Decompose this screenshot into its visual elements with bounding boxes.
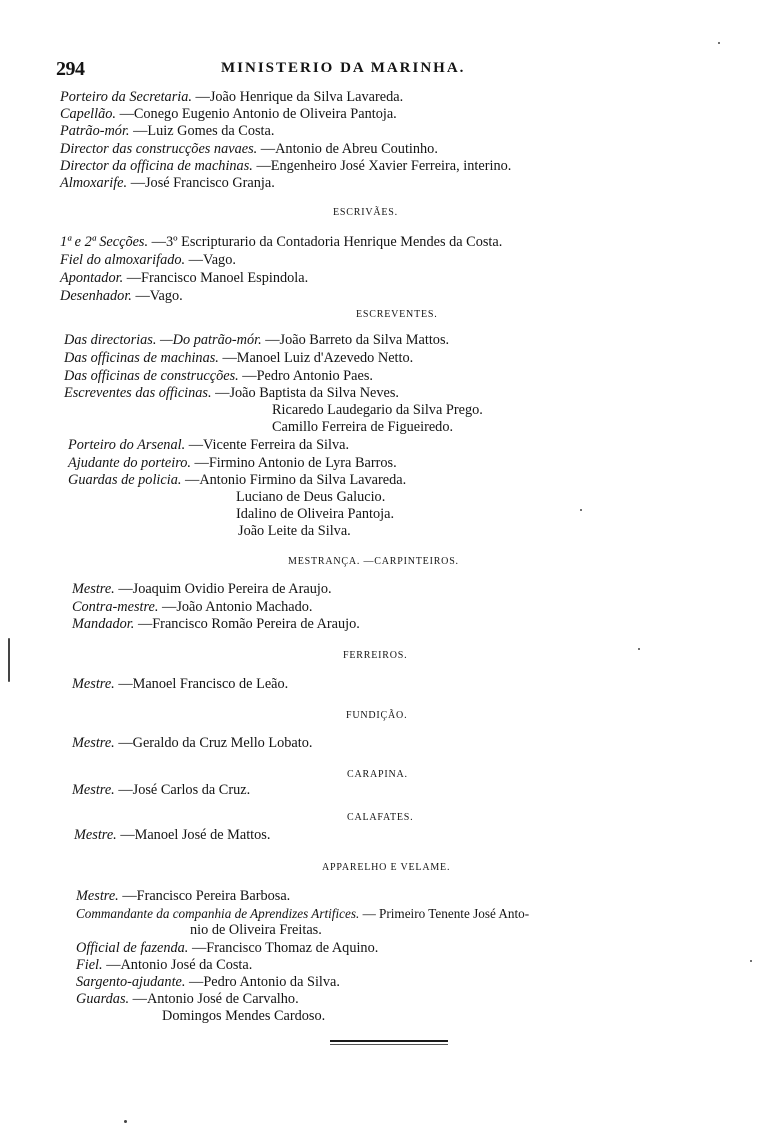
entry-line <box>60 175 275 192</box>
entry-line <box>72 676 288 693</box>
entry-line <box>60 252 236 269</box>
entry-name: —João Baptista da Silva Neves. <box>215 385 399 401</box>
page-header <box>56 58 526 80</box>
entry-line <box>60 288 183 305</box>
entry-line <box>238 523 351 540</box>
entry-line <box>76 991 299 1008</box>
entry-line <box>60 270 308 287</box>
scan-speck <box>580 509 582 511</box>
entry-line <box>76 974 340 991</box>
entry-line <box>76 905 529 922</box>
entry-role: Patrão-mór. <box>60 123 130 139</box>
entry-name: —Francisco Manoel Espindola. <box>126 270 309 286</box>
entry-line <box>72 616 360 633</box>
entry-line <box>60 141 438 158</box>
entry-name: Luciano de Deus Galucio. <box>236 489 386 505</box>
entry-name: —Joaquim Ovidio Pereira de Araujo. <box>118 581 332 597</box>
section-heading: CARAPINA. <box>347 769 408 780</box>
section-heading: FERREIROS. <box>343 650 408 661</box>
entry-line <box>60 158 511 175</box>
entry-name: — Primeiro Tenente José Anto- <box>362 906 530 921</box>
entry-line <box>72 581 332 598</box>
entry-line <box>64 350 413 367</box>
entry-role: Das officinas de construcções. <box>64 368 239 384</box>
entry-name: —Antonio de Abreu Coutinho. <box>260 141 438 157</box>
entry-role: Director das construcções navaes. <box>60 141 258 157</box>
closing-rule <box>330 1040 448 1042</box>
entry-line <box>72 735 312 752</box>
scan-speck <box>124 1120 127 1123</box>
entry-line <box>60 234 502 251</box>
entry-name: —Francisco Romão Pereira de Araujo. <box>137 616 360 632</box>
entry-name: nio de Oliveira Freitas. <box>190 922 322 938</box>
margin-mark <box>8 638 10 682</box>
entry-role: Mestre. <box>72 676 115 692</box>
entry-role: Mestre. <box>72 782 115 798</box>
entry-line <box>272 419 453 436</box>
entry-role: Apontador. <box>60 270 124 286</box>
section-heading: CALAFATES. <box>347 812 414 823</box>
entry-role: Mestre. <box>72 581 115 597</box>
entry-name: Ricaredo Laudegario da Silva Prego. <box>272 402 483 418</box>
entry-line <box>64 368 373 385</box>
entry-line <box>60 123 274 140</box>
entry-role: Commandante da companhia de Aprendizes Artifices. <box>76 906 360 921</box>
entry-name: —João Henrique da Silva Lavareda. <box>195 89 404 105</box>
entry-name: —Francisco Pereira Barbosa. <box>122 888 291 904</box>
section-heading: ESCREVENTES. <box>356 309 438 320</box>
entry-role: Porteiro da Secretaria. <box>60 89 192 105</box>
entry-name: João Leite da Silva. <box>238 523 351 539</box>
entry-role: Mestre. <box>72 735 115 751</box>
entry-line <box>64 385 399 402</box>
entry-role: Almoxarife. <box>60 175 128 191</box>
entry-name: Domingos Mendes Cardoso. <box>162 1008 326 1024</box>
scan-speck <box>638 648 640 650</box>
section-heading: ESCRIVÃES. <box>333 207 398 218</box>
entry-role: 1ª e 2ª Secções. <box>60 234 149 250</box>
entry-role: Das officinas de machinas. <box>64 350 219 366</box>
entry-line <box>72 782 250 799</box>
entry-line <box>68 437 349 454</box>
entry-name: —Antonio José da Costa. <box>106 957 253 973</box>
entry-name: —Pedro Antonio da Silva. <box>189 974 340 990</box>
entry-name: —3º Escripturario da Contadoria Henrique Mendes da Costa. <box>151 234 503 250</box>
entry-line <box>74 827 270 844</box>
entry-role: Escreventes das officinas. <box>64 385 212 401</box>
scan-speck <box>750 960 752 962</box>
entry-name: —Vicente Ferreira da Silva. <box>188 437 350 453</box>
entry-line <box>76 888 290 905</box>
entry-name: —Manoel Francisco de Leão. <box>118 676 289 692</box>
entry-name: —Engenheiro José Xavier Ferreira, interino. <box>256 158 512 174</box>
entry-role: Sargento-ajudante. <box>76 974 186 990</box>
entry-name: —João Barreto da Silva Mattos. <box>265 332 450 348</box>
closing-rule-thin <box>330 1044 448 1045</box>
entry-line <box>68 472 406 489</box>
entry-name: —Conego Eugenio Antonio de Oliveira Pantoja. <box>119 106 397 122</box>
entry-role: Mandador. <box>72 616 135 632</box>
entry-role: Fiel do almoxarifado. <box>60 252 186 268</box>
entry-name: —Luiz Gomes da Costa. <box>133 123 275 139</box>
entry-name: —José Carlos da Cruz. <box>118 782 251 798</box>
entry-name: —Pedro Antonio Paes. <box>242 368 373 384</box>
entry-line <box>76 957 252 974</box>
entry-name: —Antonio José de Carvalho. <box>132 991 299 1007</box>
entry-role: Mestre. <box>74 827 117 843</box>
entry-line <box>72 599 313 616</box>
entry-role: Mestre. <box>76 888 119 904</box>
section-heading: FUNDIÇÃO. <box>346 710 408 721</box>
entry-role: Fiel. <box>76 957 103 973</box>
entry-role: Official de fazenda. <box>76 940 189 956</box>
entry-role: Ajudante do porteiro. <box>68 455 191 471</box>
section-heading: MESTRANÇA. —CARPINTEIROS. <box>288 556 459 567</box>
entry-name: —Firmino Antonio de Lyra Barros. <box>194 455 397 471</box>
entry-name: —João Antonio Machado. <box>162 599 313 615</box>
running-head: MINISTERIO DA MARINHA. <box>221 60 466 76</box>
entry-line <box>236 489 385 506</box>
entry-name: —Manoel José de Mattos. <box>120 827 271 843</box>
entry-name: —Geraldo da Cruz Mello Lobato. <box>118 735 313 751</box>
entry-line <box>60 106 397 123</box>
entry-name: Camillo Ferreira de Figueiredo. <box>272 419 454 435</box>
entry-role: Guardas. <box>76 991 130 1007</box>
entry-line <box>162 1008 325 1025</box>
entry-role: Guardas de policia. <box>68 472 182 488</box>
entry-line <box>68 455 397 472</box>
entry-name: —Antonio Firmino da Silva Lavareda. <box>185 472 407 488</box>
entry-line <box>272 402 483 419</box>
entry-line <box>60 89 403 106</box>
entry-role: Das directorias. —Do patrão-mór. <box>64 332 262 348</box>
entry-role: Porteiro do Arsenal. <box>68 437 186 453</box>
entry-name: —Manoel Luiz d'Azevedo Netto. <box>222 350 414 366</box>
entry-name: —José Francisco Granja. <box>130 175 275 191</box>
entry-name: —Vago. <box>135 288 183 304</box>
entry-name: —Francisco Thomaz de Aquino. <box>191 940 379 956</box>
page-number: 294 <box>56 58 85 80</box>
entry-line <box>236 506 394 523</box>
entry-role: Capellão. <box>60 106 116 122</box>
entry-name: Idalino de Oliveira Pantoja. <box>236 506 395 522</box>
entry-line <box>76 940 378 957</box>
entry-role: Desenhador. <box>60 288 132 304</box>
entry-role: Director da officina de machinas. <box>60 158 253 174</box>
entry-line <box>64 332 449 349</box>
entry-line <box>190 922 322 939</box>
scan-speck <box>718 42 720 44</box>
entry-role: Contra-mestre. <box>72 599 159 615</box>
entry-name: —Vago. <box>188 252 236 268</box>
section-heading: APPARELHO E VELAME. <box>322 862 451 873</box>
